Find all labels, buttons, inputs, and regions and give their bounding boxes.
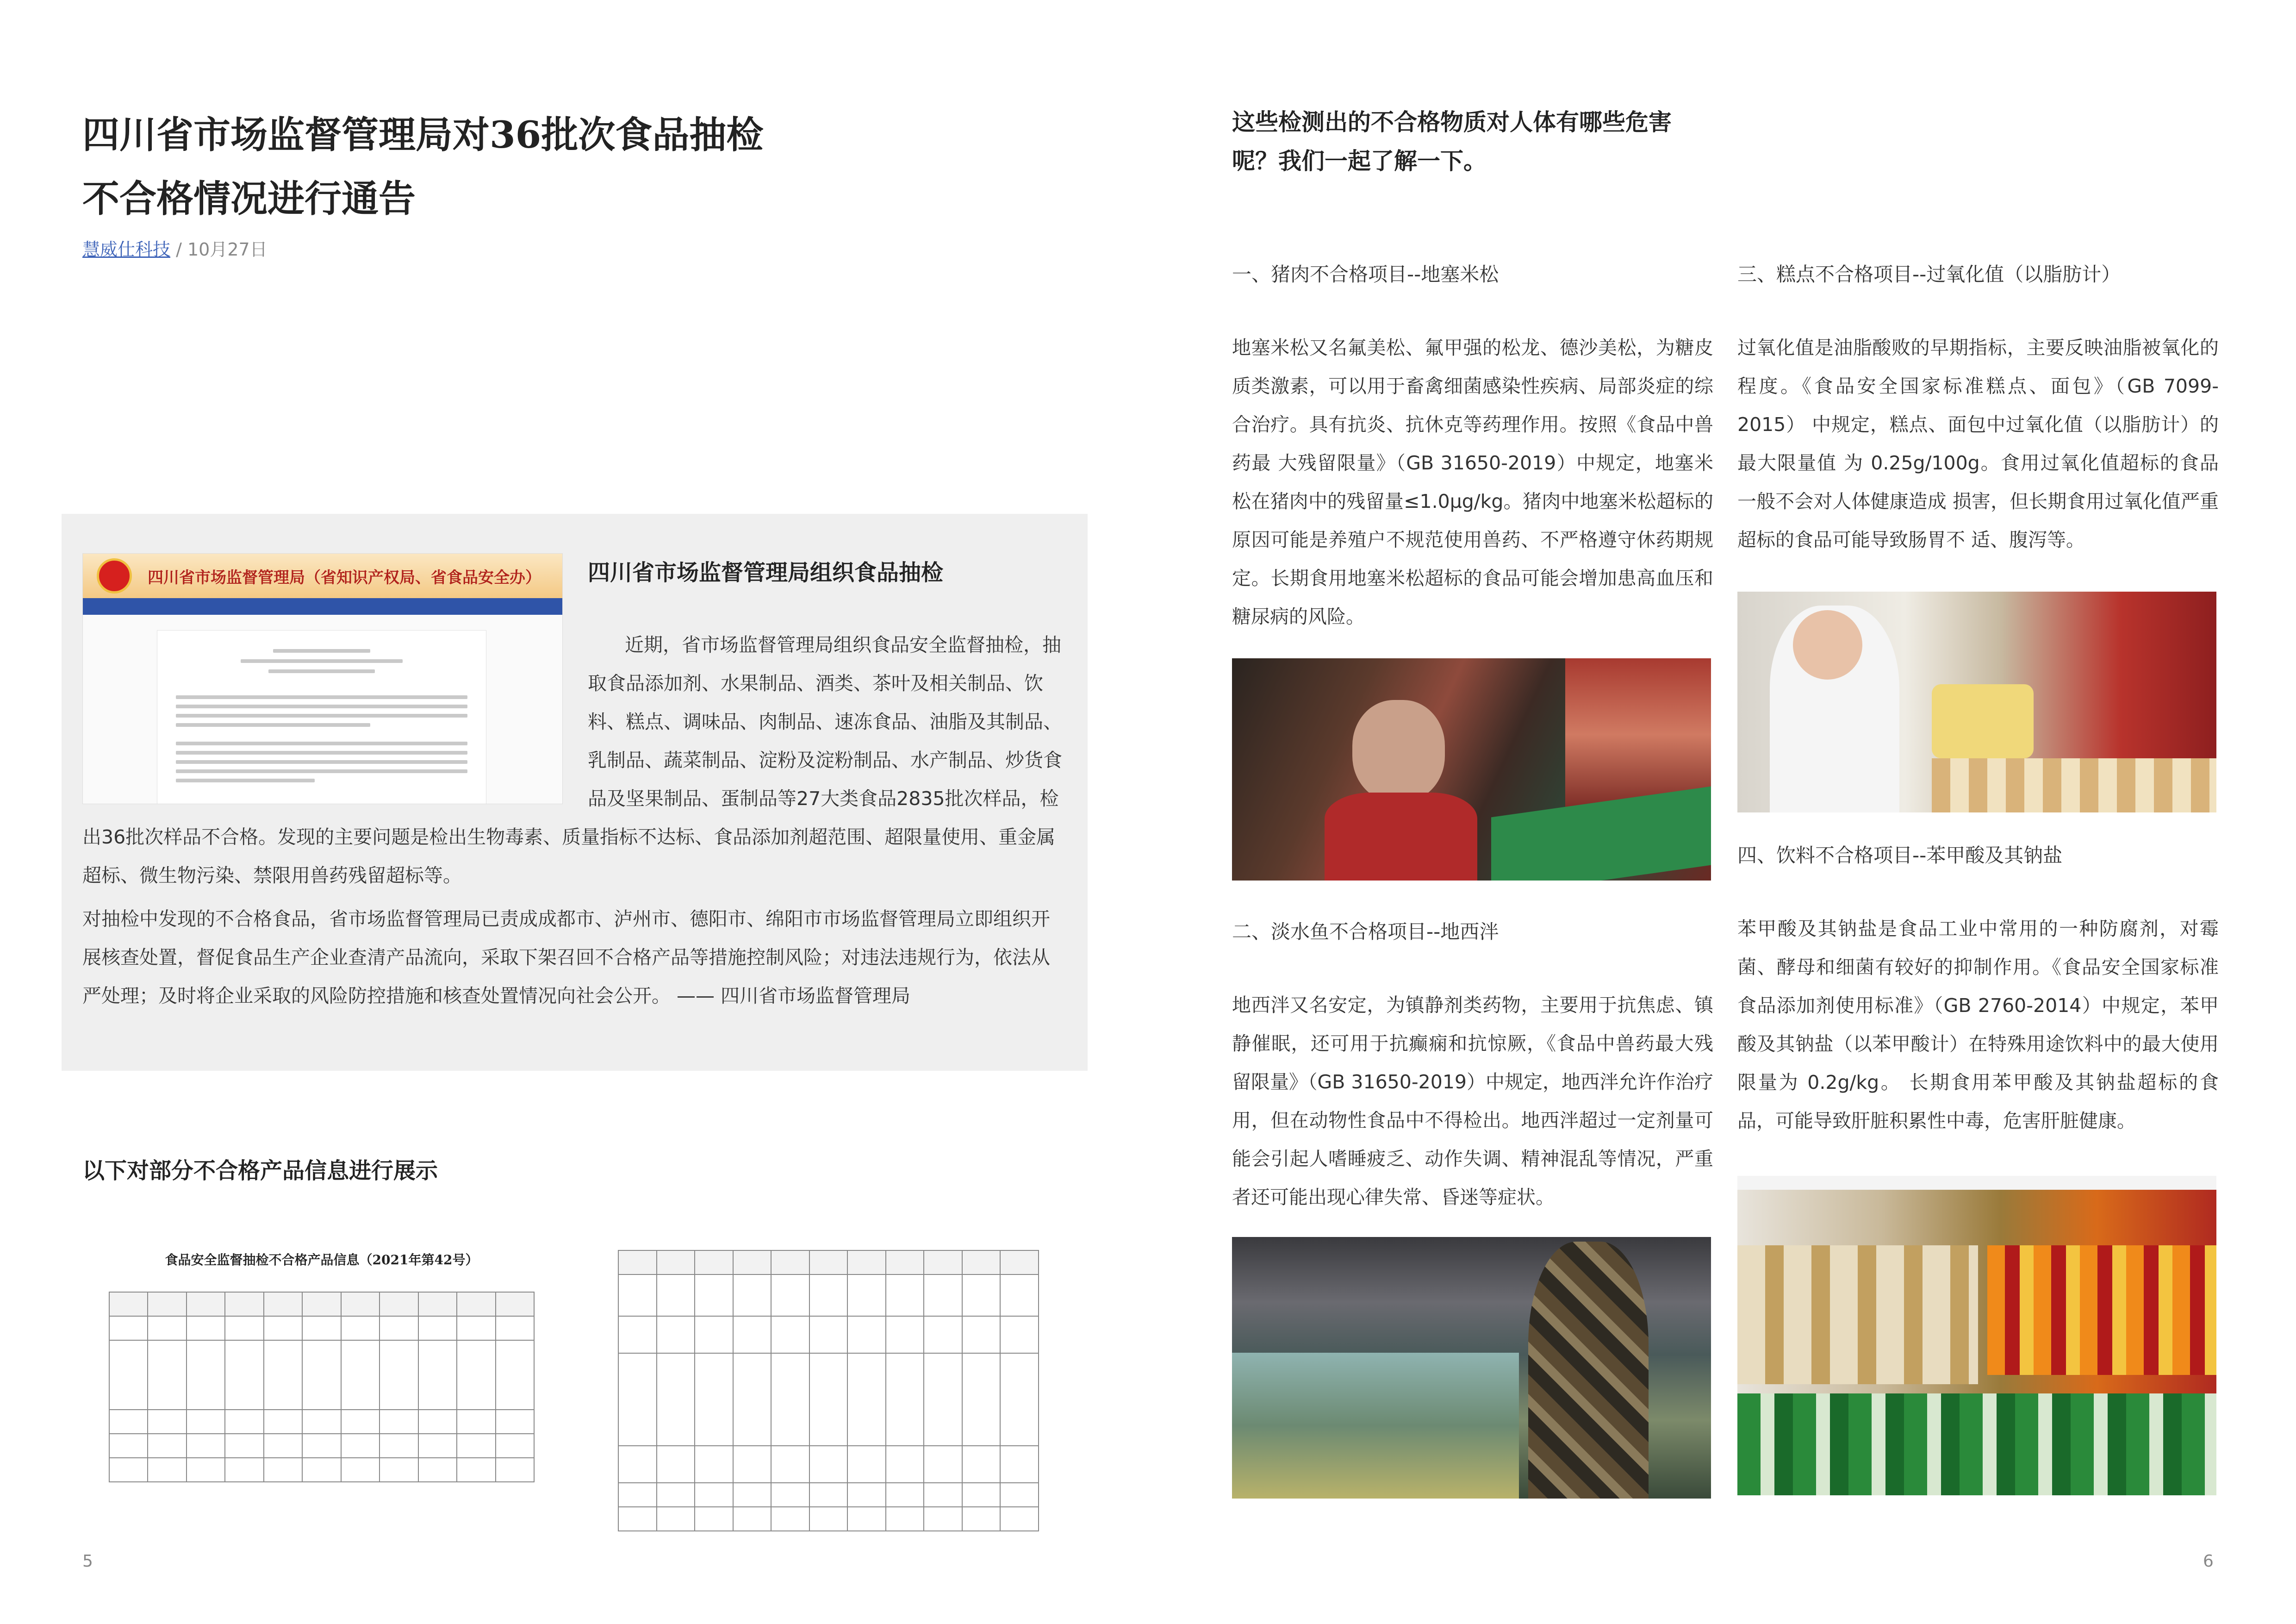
image-float-spacer [82,626,588,811]
box-heading: 四川省市场监督管理局组织食品抽检 [588,560,944,586]
section-title-pastry: 三、糕点不合格项目--过氧化值（以脂肪计） [1737,263,2121,286]
publish-date: / 10月27日 [170,239,268,260]
beverage-shelf-photo [1737,1176,2216,1495]
title-line-1: 四川省市场监督管理局对36批次食品抽检 [82,113,764,156]
section-body-pork: 地塞米松又名氟美松、氟甲强的松龙、德沙美松，为糖皮质类激素，可以用于畜禽细菌感染性疾病、局部炎症的综合治疗。具有抗炎、抗休克等药理作用。按照《食品中兽药最 大残留限量》（GB 31650-2019）中规定，地塞米松在猪肉中的残留量≤1.0μg/kg。猪肉中地塞米松超标的原因可能是养殖户不规范使用兽药、不严格遵守休药期规定。长期食用地塞米松超标的食品可能会增加患高血压和糖尿病的风险。 [1232,337,1713,628]
right-page-heading: 这些检测出的不合格物质对人体有哪些危害 呢？我们一起了解一下。 [1232,109,1672,175]
section-title-pork: 一、猪肉不合格项目--地塞米松 [1232,263,1499,286]
section-body-beverage: 苯甲酸及其钠盐是食品工业中常用的一种防腐剂，对霉菌、酵母和细菌有较好的抑制作用。《食品安全国家标准 食品添加剂使用标准》（GB 2760-2014）中规定，苯甲酸及其钠盐（以苯甲酸计）在特殊用途饮料中的最大使用限量为 0.2g/kg。 长期食用苯甲酸及其钠盐超标的食品，可能导致肝脏积累性中毒，危害肝脏健康。 [1737,918,2219,1132]
box-paragraph-1: 近期，省市场监督管理局组织食品安全监督抽检，抽取食品添加剂、水果制品、酒类、茶叶及相关制品、饮料、糕点、调味品、肉制品、速冻食品、油脂及其制品、乳制品、蔬菜制品、淀粉及淀粉制品、水产制品、炒货食品及坚果制品、蛋制品等27大类食品2835批次样品，检出36批次样品不合格。发现的主要问题是检出生物毒素、质量指标不达标、食品添加剂超范围、超限量使用、重金属超标、微生物污染、禁限用兽药残留超标等。 [82,626,1068,895]
section-body-pastry: 过氧化值是油脂酸败的早期指标，主要反映油脂被氧化的程度。《食品安全国家标准糕点、面包》（GB 7099-2015） 中规定，糕点、面包中过氧化值（以脂肪计）的最大限量值 为 0.25g/100g。食用过氧化值超标的食品一般不会对人体健康造成 损害，但长期食用过氧化值严重超标的食品可能导致肠胃不 适、腹泻等。 [1737,337,2219,551]
pastry-counter-photo [1737,592,2216,812]
section-heading: 以下对部分不合格产品信息进行展示 [82,1158,438,1184]
page-number-left: 5 [82,1552,93,1571]
screenshot-banner: 四川省市场监督管理局（省知识产权局、省食品安全办） [83,554,562,598]
nonconforming-table-image-1 [109,1250,535,1500]
section-body-fish: 地西泮又名安定，为镇静剂类药物，主要用于抗焦虑、镇静催眠，还可用于抗癫痫和抗惊厥，《食品中兽药最大残 留限量》（GB 31650-2019）中规定，地西泮允许作治疗用，但在动物性食品中不得检出。地西泮超过一定剂量可能会引起人嗜睡疲乏、动作失调、精神混乱等情况，严重者还可能出现心律失常、昏迷等症状。 [1232,994,1713,1208]
screenshot-nav-bar [83,598,562,615]
table-title: 食品安全监督抽检不合格产品信息（2021年第42号） [165,1252,479,1268]
page-number-right: 6 [2203,1552,2214,1571]
section-title-beverage: 四、饮料不合格项目--苯甲酸及其钠盐 [1737,844,2063,867]
national-emblem-icon [97,558,132,593]
title-line-2: 不合格情况进行通告 [82,177,416,220]
section-title-fish: 二、淡水鱼不合格项目--地西泮 [1232,920,1499,943]
fish-tank-photo [1232,1237,1711,1499]
byline [82,235,268,261]
article-title [82,103,869,231]
pork-market-photo [1232,658,1711,881]
author-link[interactable]: 慧威仕科技 [82,239,171,260]
box-paragraph-2: 对抽检中发现的不合格食品，省市场监督管理局已责成成都市、泸州市、德阳市、绵阳市市场监督管理局立即组织开展核查处置，督促食品生产企业查清产品流向，采取下架召回不合格产品等措施控制风险；对违法违规行为，依法从严处理；及时将企业采取的风险防控措施和核查处置情况向社会公开。 —— 四川省市场监督管理局 [82,908,1050,1007]
nonconforming-table-image-2 [618,1250,1039,1505]
